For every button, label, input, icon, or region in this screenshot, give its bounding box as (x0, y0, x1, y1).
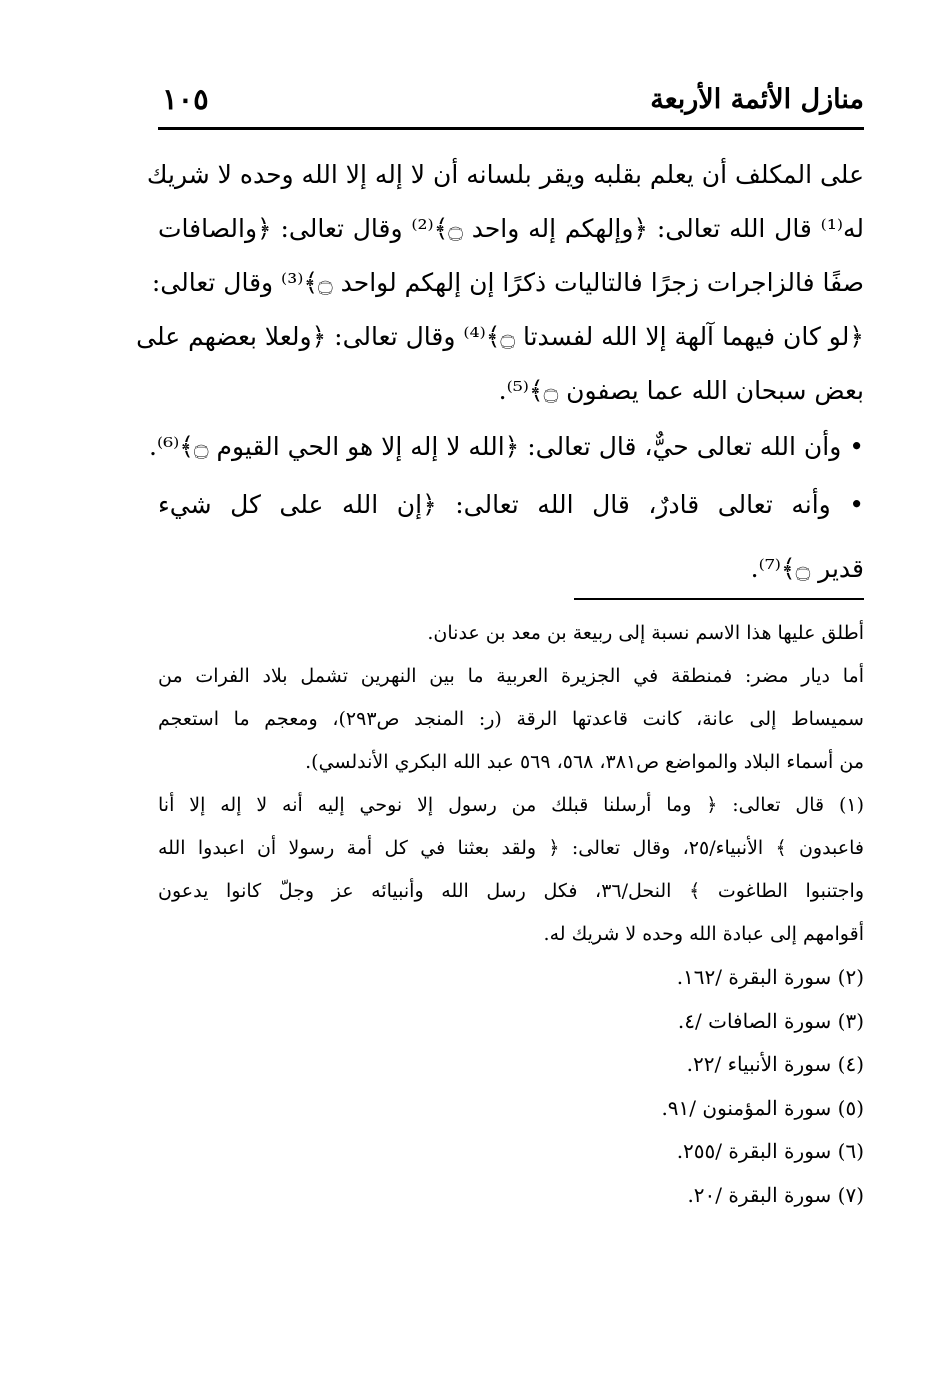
bullet-item: • وأنه تعالى قادرٌ، قال الله تعالى: ﴿إن الله على كل شيء (158, 490, 864, 519)
bullet-item-continuation: قدير ۝﴾⁽⁷⁾. (750, 554, 864, 583)
body-line: له⁽¹⁾ قال الله تعالى: ﴿وإلهكم إله واحد ۝﴾⁽²⁾ وقال تعالى: ﴿والصافات (158, 214, 865, 243)
running-title: منازل الأئمة الأربعة (650, 84, 864, 115)
footnote-ref: (٧) سورة البقرة /٢٠. (687, 1182, 864, 1207)
footnote-ref: (٣) سورة الصافات /٤. (677, 1008, 864, 1033)
footnotes (158, 612, 864, 1217)
main-text (136, 148, 865, 600)
body-line: على المكلف أن يعلم بقلبه ويقر بلسانه أن لا إله إلا الله وحده لا شريك (146, 160, 864, 189)
footnote-line: أقوامهم إلى عبادة الله وحده لا شريك له. (543, 923, 864, 945)
footnote-ref: (٤) سورة الأنبياء /٢٢. (686, 1052, 864, 1076)
page-number: ١٠٥ (162, 82, 209, 116)
footnote-line: واجتنبوا الطاغوت ﴾ النحل/٣٦، فكل رسل الله وأنبيائه عز وجلّ كانوا يدعون (158, 880, 864, 902)
bullet-item: • وأن الله تعالى حيٌّ، قال تعالى: ﴿الله لا إله إلا هو الحي القيوم ۝﴾⁽⁶⁾. (149, 432, 864, 461)
footnote-separator (574, 598, 864, 600)
footnote-line: فاعبدون ﴾ الأنبياء/٢٥، وقال تعالى: ﴿ ولقد بعثنا في كل أمة رسولا أن اعبدوا الله (158, 837, 864, 859)
footnote-line: من أسماء البلاد والمواضع ص٣٨١، ٥٦٨، ٥٦٩ عبد الله البكري الأندلسي). (305, 751, 864, 773)
footnote-line: أما ديار مضر: فمنطقة في الجزيرة العربية ما بين النهرين تشمل بلاد الفرات من (158, 665, 864, 687)
body-line: بعض سبحان الله عما يصفون ۝﴾⁽⁵⁾. (498, 376, 864, 405)
header-rule (158, 127, 864, 130)
footnote-line: أطلق عليها هذا الاسم نسبة إلى ربيعة بن معد بن عدنان. (427, 622, 864, 644)
page-header (158, 80, 864, 126)
footnote-line: سميساط إلى عانة، كانت قاعدتها الرقة (ر: المنجد ص٢٩٣)، ومعجم ما استعجم (158, 708, 864, 730)
body-line: صفًا فالزاجرات زجرًا فالتاليات ذكرًا إن إلهكم لواحد ۝﴾⁽³⁾ وقال تعالى: (151, 268, 864, 297)
footnote-ref: (٢) سورة البقرة /١٦٢. (676, 965, 864, 989)
footnote-ref: (٥) سورة المؤمنون /٩١. (661, 1095, 864, 1120)
footnote-line: (١) قال تعالى: ﴿ وما أرسلنا قبلك من رسول إلا نوحي إليه أنه لا إله إلا أنا (158, 794, 864, 816)
body-line: ﴿لو كان فيهما آلهة إلا الله لفسدتا ۝﴾⁽⁴⁾ وقال تعالى: ﴿ولعلا بعضهم على (136, 322, 864, 351)
footnote-ref: (٦) سورة البقرة /٢٥٥. (676, 1139, 864, 1163)
